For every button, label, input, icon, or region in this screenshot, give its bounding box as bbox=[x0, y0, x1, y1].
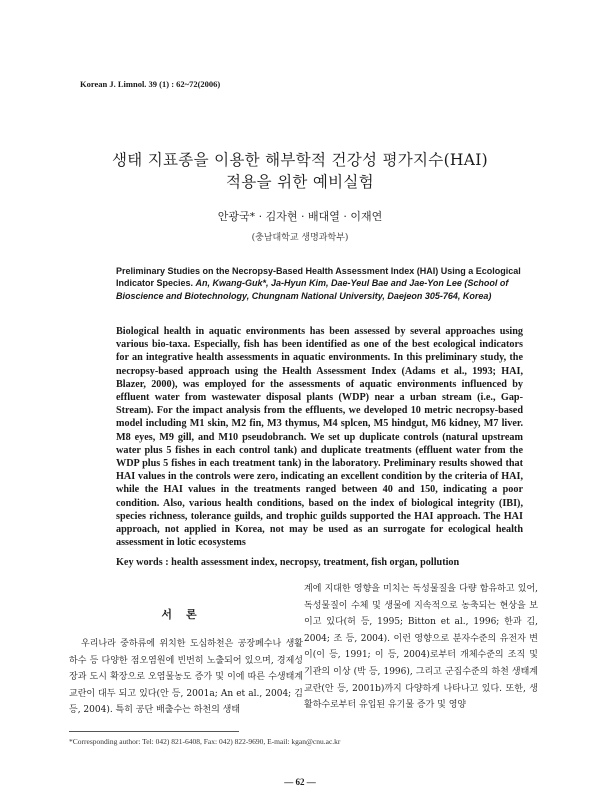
page-number: — 62 — bbox=[284, 777, 316, 787]
english-title: Preliminary Studies on the Necropsy-Based Health Assessment Index (HAI) Using a Ecological Indicator Species. bbox=[116, 266, 521, 289]
footnote-divider bbox=[69, 731, 239, 732]
korean-title bbox=[80, 149, 520, 193]
english-authors-affiliation: An, Kwang-Guk*, Ja-Hyun Kim, Dae-Yeul Bae and Jae-Yon Lee (School of Bioscience and Biotechnology, Chungnam National University, Daejeon 305-764, Korea) bbox=[116, 278, 509, 301]
english-title-block bbox=[116, 265, 521, 302]
korean-affiliation: (충남대학교 생명과학부) bbox=[251, 233, 349, 243]
keywords: Key words : health assessment index, necropsy, treatment, fish organ, pollution bbox=[116, 557, 460, 568]
section-heading-introduction: 서론 bbox=[161, 608, 211, 621]
corresponding-author-footnote: *Corresponding author: Tel: 042) 821-6408, Fax: 042) 822-9690, E-mail: kgan@cnu.ac.kr bbox=[69, 737, 341, 746]
korean-title-line-2: 적용을 위한 예비실험 bbox=[226, 173, 374, 191]
korean-title-line-1: 생태 지표종을 이용한 해부학적 건강성 평가지수(HAI) bbox=[111, 151, 489, 169]
korean-authors: 안광국* · 김자현 · 배대열 · 이재연 bbox=[217, 210, 383, 223]
body-text-right-column: 계에 지대한 영향을 미치는 독성물질을 다량 함유하고 있어, 독성물질이 수체 및 생물에 지속적으로 농축되는 현상을 보이고 있다(허 등, 1995; Bitton et al., 1996; 한과 김, 2004; 조 등, 2004). 이런 영향으로 분자수준의 유전자 변이(이 등, 1991; 이 등, 2004)로부터 개체수준의 조직 및 기관의 이상 (박 등, 1996), 그리고 군집수준의 하천 생태계 교란(안 등, 2001b)까지 다양하게 나타나고 있다. 또한, 생활하수로부터 유입된 유기물 증가 및 영양 bbox=[304, 584, 538, 711]
body-text-left-column: 우리나라 중하류에 위치한 도심하천은 공장폐수나 생활하수 등 다양한 점오염원에 빈번히 노출되어 있으며, 경제성장과 도시 확장으로 오염물농도 증가 및 이에 따른 수생태계 교란이 대두 되고 있다(안 등, 2001a; An et al., 2004; 김 등, 2004). 특히 공단 배출수는 하천의 생태 bbox=[69, 639, 303, 716]
abstract: Biological health in aquatic environments has been assessed by several approaches using various bio-taxa. Especially, fish has been identified as one of the best ecological indicators for an integrative health assessments in aquatic environments. In this preliminary study, the necropsy-based approach using the Health Assessment Index (Adams et al., 1993; HAI, Blazer, 2000), was employed for the assessments of aquatic environments influenced by effluent water from wastewater disposal plants (WDP) near a urban stream (i.e., Gap-Stream). For the impact analysis from the effluents, we developed 10 metric necropsy-based model including M1 skin, M2 fin, M3 thymus, M4 splcen, M5 hindgut, M6 kidney, M7 liver. M8 eyes, M9 gill, and M10 pseudobranch. We set up duplicate controls (natural upstream water plus 5 fishes in each control tank) and duplicate treatments (effluent water from the WDP plus 5 fishes in each treatment tank) in the laboratory. Preliminary results showed that HAI values in the controls were zero, indicating an excellent condition by the criteria of HAI, while the HAI values in the treatments ranged between 40 and 150, indicating a poor condition. Also, various health conditions, based on the index of biological integrity (IBI), species richness, tolerance guilds, and trophic guilds supported the HAI approach. The HAI approach, not applied in Korea, not may be used as an surrogate for ecological health assessment in lotic ecosystems bbox=[116, 326, 523, 549]
journal-reference: Korean J. Limnol. 39 (1) : 62~72(2006) bbox=[80, 79, 221, 89]
